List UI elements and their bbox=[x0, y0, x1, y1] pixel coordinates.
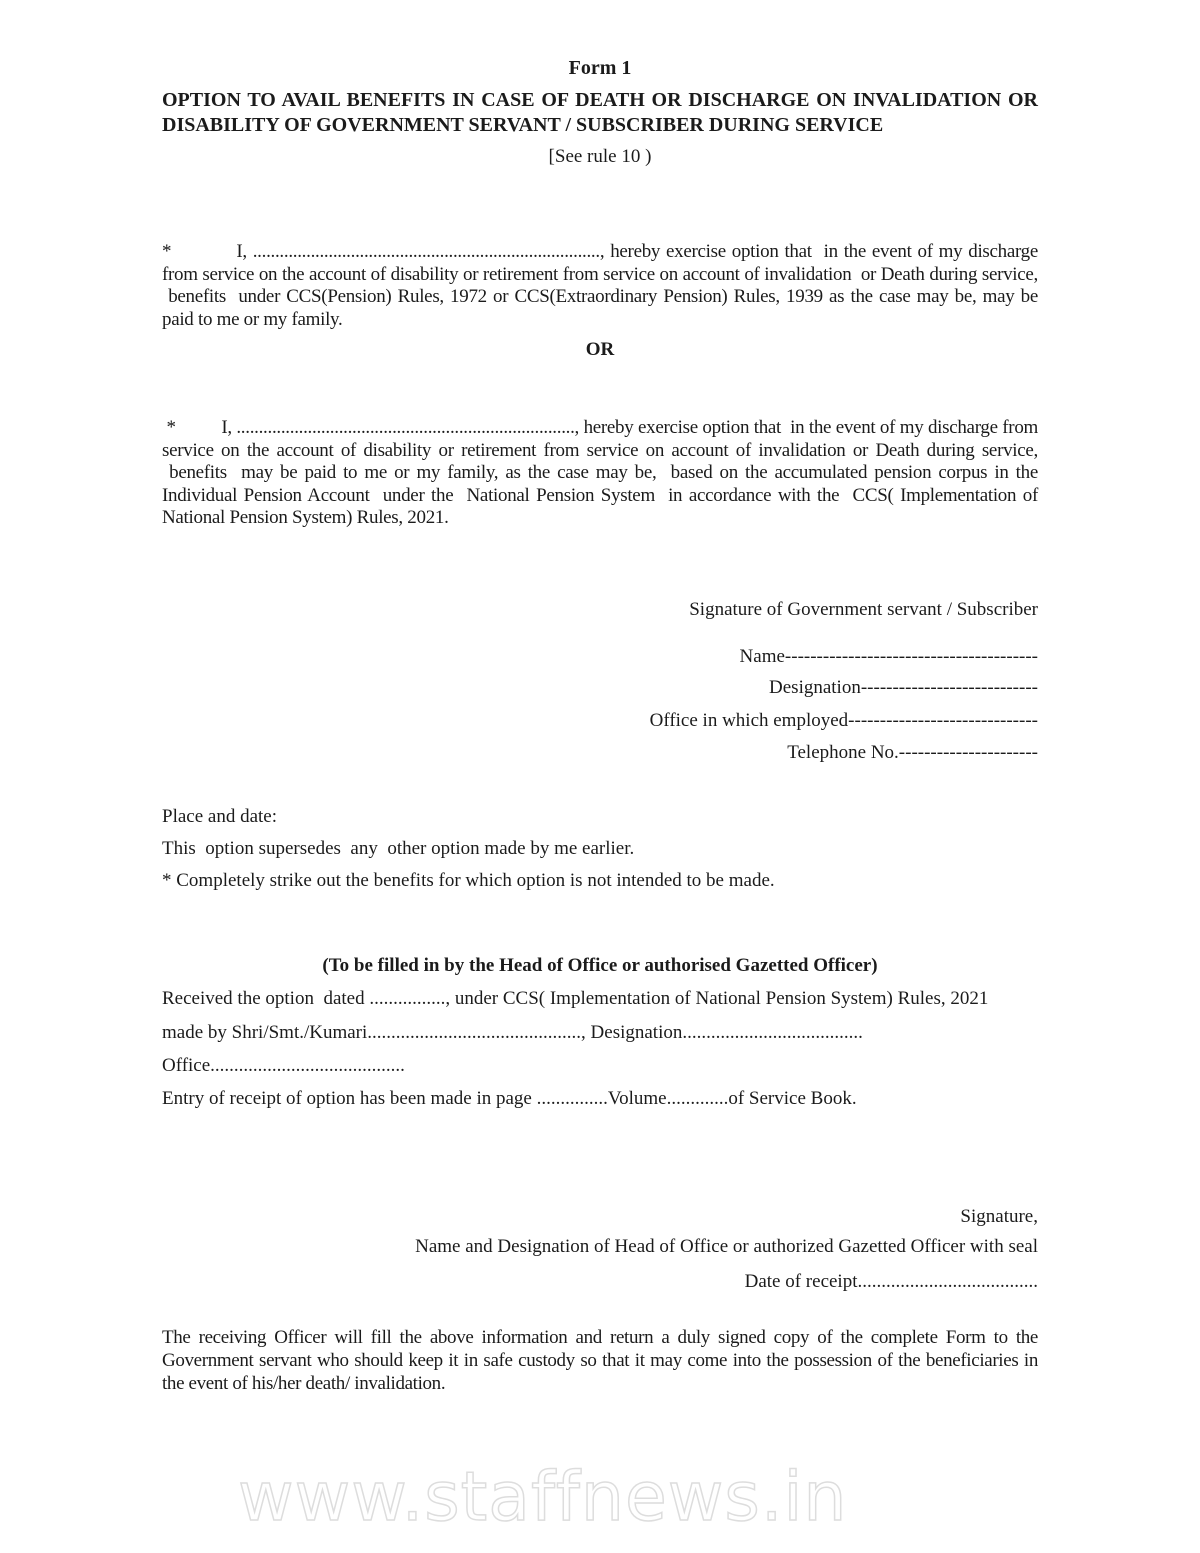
closing-note: The receiving Officer will fill the above information and return a duly signed copy of the complete Form to the Government servant who should keep it in safe custody so that it may come into the possession of the beneficiaries in the event of his/her death/ invalidation. bbox=[162, 1327, 1038, 1394]
subscriber-office-field: Office in which employed------------------------------ bbox=[649, 710, 1038, 731]
option-paragraph-2: * I, ............................................................................, hereby exercise option that in the event of my discharge from service on the account of disability or retirement from service on account of invalidation or Death during service, benefits may be paid to me or my family, as the case may be, based on the accumulated pension corpus in the Individual Pension Account under the National Pension System in accordance with the CCS( Implementation of National Pension System) Rules, 2021. bbox=[162, 417, 1038, 528]
form-heading bbox=[162, 88, 1038, 138]
supersede-note: This option supersedes any other option made by me earlier. bbox=[162, 838, 635, 859]
strike-out-note: * Completely strike out the benefits for which option is not intended to be made. bbox=[162, 870, 775, 891]
made-by-line: made by Shri/Smt./Kumari............................................., Designation...................................... bbox=[162, 1022, 863, 1043]
form-heading-line-2: DISABILITY OF GOVERNMENT SERVANT / SUBSCRIBER DURING SERVICE bbox=[162, 114, 884, 136]
place-and-date-label: Place and date: bbox=[162, 806, 278, 827]
option-paragraph-1: * I, .............................................................................., hereby exercise option that in the event of my discharge from service on the account of disability or retirement from service on account of invalidation or Death during service, benefits under CCS(Pension) Rules, 1972 or CCS(Extraordinary Pension) Rules, 1939 as the case may be, may be paid to me or my family. bbox=[162, 241, 1038, 330]
officer-signature-label: Signature, bbox=[960, 1206, 1038, 1227]
subscriber-signature-caption: Signature of Government servant / Subscriber bbox=[689, 599, 1038, 620]
form-title: Form 1 bbox=[568, 57, 632, 79]
received-option-line: Received the option dated ................, under CCS( Implementation of National Pension System) Rules, 2021 bbox=[162, 988, 989, 1009]
date-of-receipt-field: Date of receipt...................................... bbox=[744, 1271, 1038, 1292]
subscriber-name-field: Name---------------------------------------- bbox=[739, 646, 1038, 667]
officer-name-designation-label: Name and Designation of Head of Office or authorized Gazetted Officer with seal bbox=[415, 1236, 1038, 1257]
rule-reference: [See rule 10 ) bbox=[548, 146, 652, 167]
office-line: Office......................................... bbox=[162, 1055, 405, 1076]
or-separator: OR bbox=[585, 339, 615, 360]
form-heading-line-1: OPTION TO AVAIL BENEFITS IN CASE OF DEATH OR DISCHARGE ON INVALIDATION OR bbox=[162, 89, 1038, 111]
subscriber-designation-field: Designation---------------------------- bbox=[769, 677, 1038, 698]
head-office-section-heading: (To be filled in by the Head of Office or authorised Gazetted Officer) bbox=[322, 955, 878, 976]
entry-receipt-line: Entry of receipt of option has been made in page ...............Volume.............of Service Book. bbox=[162, 1088, 857, 1109]
staffnews-watermark: www.staffnews.in bbox=[238, 1458, 848, 1537]
subscriber-telephone-field: Telephone No.---------------------- bbox=[787, 742, 1038, 763]
